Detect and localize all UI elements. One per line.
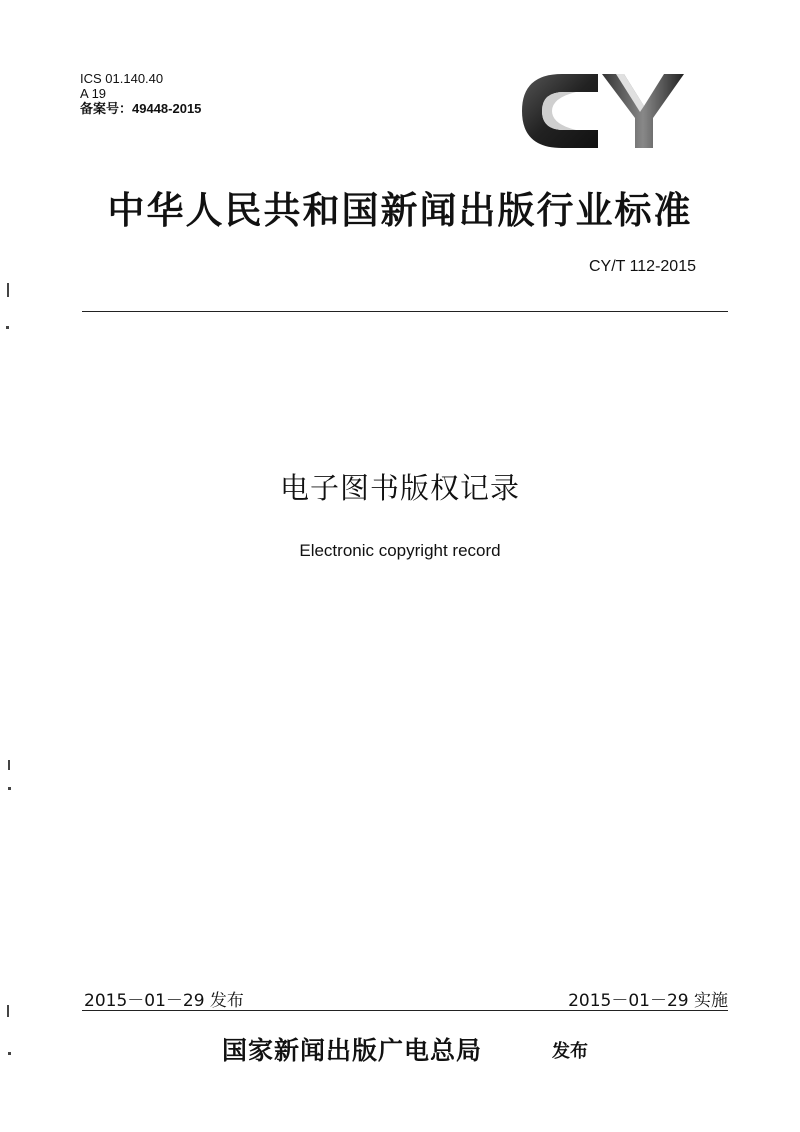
cy-logo-icon bbox=[516, 66, 686, 156]
ccs-code: A 19 bbox=[80, 86, 107, 101]
scan-speck bbox=[7, 1005, 9, 1017]
publisher-name: 国家新闻出版广电总局 bbox=[222, 1036, 483, 1065]
classification-block bbox=[80, 71, 201, 116]
top-divider bbox=[82, 311, 728, 312]
implementation-date: 2015－01－29 实施 bbox=[568, 991, 728, 1011]
bottom-divider bbox=[82, 1010, 728, 1011]
scan-speck bbox=[6, 326, 9, 329]
issue-date: 2015－01－29 发布 bbox=[84, 991, 244, 1011]
filing-number: 备案号：49448-2015 bbox=[80, 101, 202, 116]
organization-title: 中华人民共和国新闻出版行业标准 bbox=[107, 189, 693, 232]
document-title-english: Electronic copyright record bbox=[299, 541, 501, 560]
ics-code: ICS 01.140.40 bbox=[80, 71, 164, 86]
standard-code: CY/T 112-2015 bbox=[588, 258, 696, 275]
scan-speck bbox=[8, 760, 10, 770]
publish-label: 发布 bbox=[552, 1041, 588, 1062]
document-title-chinese: 电子图书版权记录 bbox=[279, 471, 520, 505]
scan-speck bbox=[8, 787, 11, 790]
scan-speck bbox=[8, 1052, 11, 1055]
scan-speck bbox=[7, 283, 9, 297]
